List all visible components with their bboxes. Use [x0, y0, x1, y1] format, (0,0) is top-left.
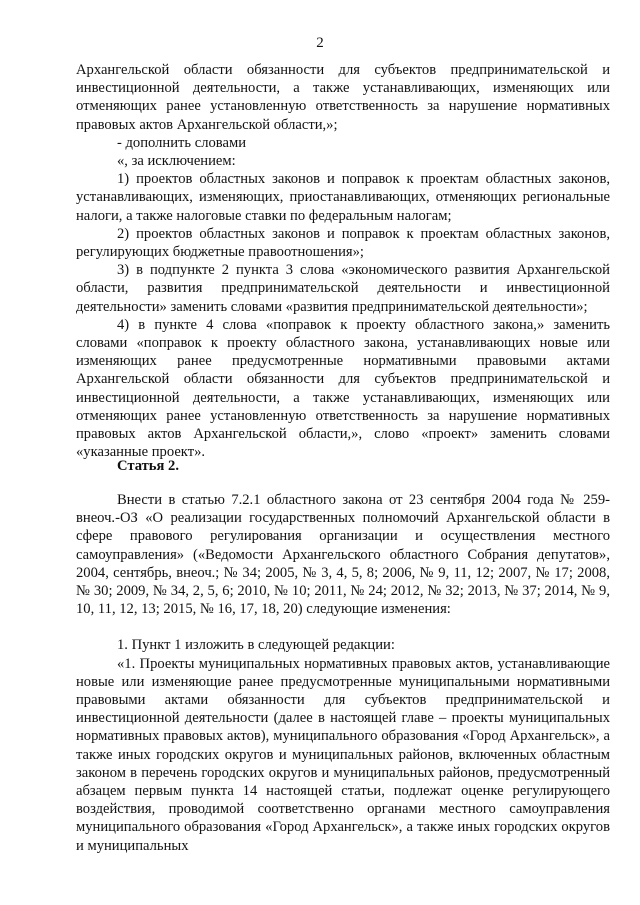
- paragraph: 1. Пункт 1 изложить в следующей редакции:: [117, 637, 395, 654]
- article-2-body: [76, 491, 610, 855]
- paragraph: «1. Проекты муниципальных нормативных правовых актов, устанавливающие новые или изменяющие ранее предусмотренные муниципальными нормативными правовыми актами обязанности для субъектов предпринимательской и инвестиционной деятельности (далее в настоящей главе – проекты муниципальных нормативных правовых актов), муниципального образования «Город Архангельск», а также иных городских округов и муниципальных районов, включенных областным законом в перечень городских округов и муниципальных районов, предусмотренный абзацем первым пункта 14 настоящей статьи, подлежат оценке регулирующего воздействия, проводимой соответственно органами местного самоуправления муниципального образования «Город Архангельск», а также иных городских округов и муниципальных: [76, 655, 610, 854]
- paragraph: - дополнить словами: [117, 134, 247, 151]
- paragraph: 3) в подпункте 2 пункта 3 слова «экономического развития Архангельской области, развития предпринимательской деятельности и инвестиционной деятельности» заменить словами «развития предпринимательской деятельности»;: [76, 262, 610, 315]
- article-heading: Статья 2.: [117, 458, 179, 474]
- paragraph: 1) проектов областных законов и поправок к проектам областных законов, устанавливающих, изменяющих, приостанавливающих, отменяющих региональные налоги, а также налоговые ставки по федеральным налогам;: [76, 171, 610, 224]
- article-1-continuation: [76, 61, 610, 461]
- paragraph: «, за исключением:: [117, 153, 236, 170]
- paragraph: 4) в пункте 4 слова «поправок к проекту областного закона,» заменить словами «поправок к проекту областного закона, устанавливающих новые или изменяющих ранее предусмотренные нормативными правовыми актами Архангельской области обязанности для субъектов предпринимательской и инвестиционной деятельности, а также устанавливающих, изменяющих или отменяющих ранее установленную ответственность за нарушение нормативных правовых актов Архангельской области,», слово «проект» заменить словами «указанные проект».: [76, 316, 610, 461]
- paragraph: Архангельской области обязанности для субъектов предпринимательской и инвестиционной деятельности, а также устанавливающих, изменяющих или отменяющих ранее установленную ответственность за нарушение нормативных правовых актов Архангельской области,»;: [76, 62, 610, 133]
- paragraph: 2) проектов областных законов и поправок к проектам областных законов, регулирующих бюджетные правоотношения»;: [76, 225, 610, 261]
- page-number: 2: [316, 35, 324, 51]
- paragraph: Внести в статью 7.2.1 областного закона от 23 сентября 2004 года № 259-внеоч.-ОЗ «О реализации государственных полномочий Архангельской области в сфере правового регулирования организации и осуществления местного самоуправления» («Ведомости Архангельского областного Собрания депутатов», 2004, сентябрь, внеоч.; № 34; 2005, № 3, 4, 5, 8; 2006, № 9, 11, 12; 2007, № 17; 2008, № 30; 2009, № 34, 2, 5, 6; 2010, № 10; 2011, № 24; 2012, № 32; 2013, № 37; 2014, № 9, 10, 11, 12, 13; 2015, № 16, 17, 18, 20) следующие изменения:: [76, 492, 610, 618]
